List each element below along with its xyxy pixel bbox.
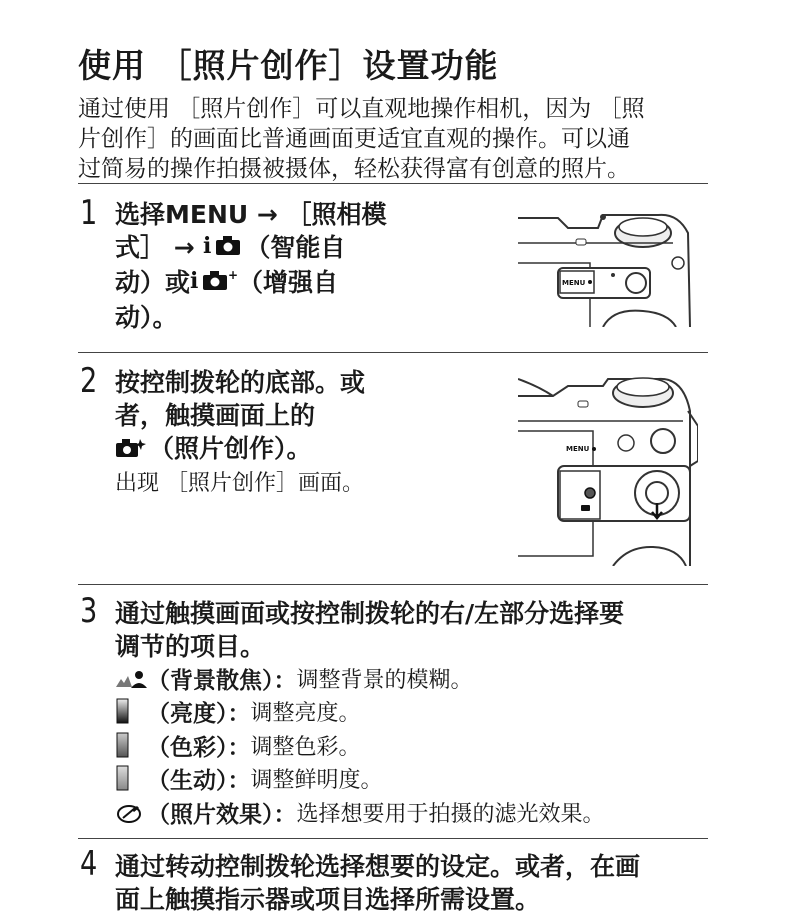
brightness-icon (115, 698, 147, 724)
step-2-text (115, 366, 365, 500)
option-desc: 调整色彩。 (250, 734, 361, 760)
step-2-sub: 出现 ［照片创作］画面。 (115, 470, 364, 496)
step-3-text (115, 597, 624, 663)
intro-line: 过简易的操作拍摄被摄体，轻松获得富有创意的照片。 (78, 156, 630, 182)
option-row (115, 696, 361, 726)
menu-label-2: MENU (566, 445, 590, 453)
step-4-text (115, 850, 640, 916)
step-number-3: 3 (80, 591, 98, 631)
step-1-line-part: （增强自 (238, 268, 339, 297)
step-4-line: 通过转动控制拨轮选择想要的设定。或者，在画 (115, 852, 641, 881)
intro-paragraph (78, 94, 718, 184)
step-2-line: 按控制拨轮的底部。或 (115, 368, 366, 397)
svg-text:i: i (203, 233, 212, 258)
divider (78, 838, 708, 839)
svg-text:i: i (190, 268, 199, 293)
option-name: （照片效果）： (147, 801, 297, 828)
picture-effect-icon (115, 799, 147, 825)
option-desc: 调整背景的模糊。 (296, 667, 473, 693)
step-1-line: 动）。 (115, 303, 178, 332)
option-row (115, 730, 361, 760)
step-1-line-part: 式］ → (115, 233, 204, 262)
intro-line: 通过使用 ［照片创作］可以直观地操作相机，因为 ［照 (78, 96, 645, 122)
option-desc: 调整鲜明度。 (250, 767, 383, 793)
option-row (115, 797, 605, 827)
step-2-line: 者，触摸画面上的 (115, 401, 316, 430)
svg-text:+: + (228, 268, 239, 282)
step-1-line-part: （智能自 (245, 233, 346, 262)
option-desc: 选择想要用于拍摄的滤光效果。 (296, 801, 605, 827)
step-2-line-part: （照片创作）。 (149, 434, 312, 463)
step-1-line: 选择MENU → ［照相模 (115, 200, 387, 229)
divider (78, 352, 708, 353)
page-title: 使用 ［照片创作］设置功能 (78, 46, 499, 85)
step-number-2: 2 (80, 361, 98, 401)
step-2-line (115, 432, 365, 467)
vividness-icon (115, 765, 147, 791)
option-name: （亮度）： (147, 700, 251, 727)
step-3-line: 调节的项目。 (115, 632, 266, 661)
divider (78, 183, 708, 184)
step-number-1: 1 (80, 193, 98, 233)
step-3-line: 通过触摸画面或按控制拨轮的右/左部分选择要 (115, 599, 625, 628)
step-1-line (115, 231, 387, 266)
step-1-line (115, 266, 387, 301)
menu-label: MENU (562, 279, 586, 287)
background-defocus-icon (115, 665, 147, 691)
option-name: （生动）： (147, 767, 251, 794)
option-row (115, 763, 383, 793)
camera-illustration-2 (518, 371, 698, 570)
superior-auto-icon (190, 267, 238, 301)
color-icon (115, 732, 147, 758)
option-row (115, 663, 473, 693)
step-number-4: 4 (80, 844, 98, 884)
step-4-line: 面上触摸指示器或项目选择所需设置。 (115, 885, 541, 914)
intelligent-auto-icon (203, 232, 245, 266)
option-name: （背景散焦）： (147, 667, 297, 694)
step-1-line-part: 动）或 (115, 268, 191, 297)
intro-line: 片创作］的画面比普通画面更适宜直观的操作。可以通 (78, 126, 630, 152)
step-1-text (115, 198, 387, 334)
divider (78, 584, 708, 585)
photo-creativity-icon (115, 434, 149, 467)
option-name: （色彩）： (147, 734, 251, 761)
camera-illustration-1 (518, 203, 698, 331)
option-desc: 调整亮度。 (250, 700, 361, 726)
